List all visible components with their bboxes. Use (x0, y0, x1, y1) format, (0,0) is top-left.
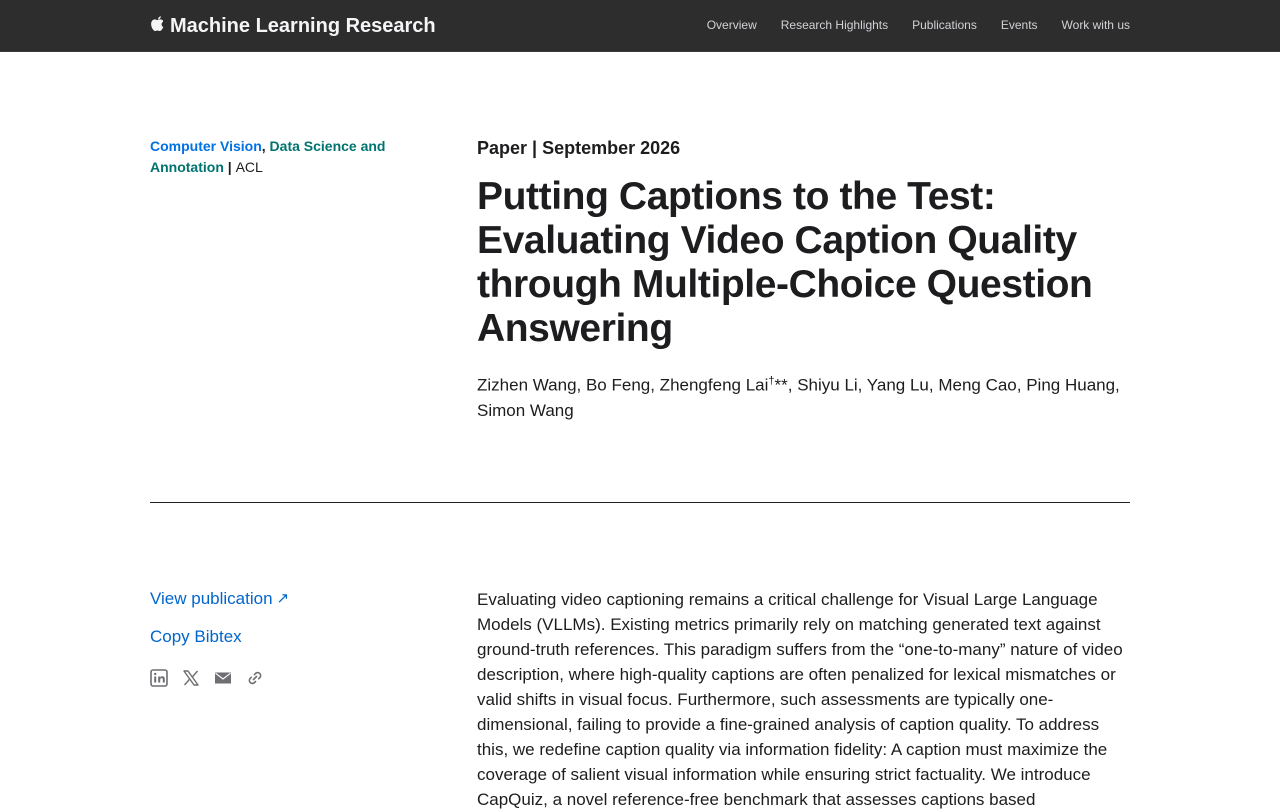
main-nav (707, 17, 1130, 34)
section-divider (150, 502, 1130, 503)
nav-publications[interactable]: Publications (912, 18, 977, 32)
publication-actions (150, 587, 440, 687)
authors-main: Zizhen Wang, Bo Feng, Zhengfeng Lai (477, 375, 769, 395)
paper-title: Putting Captions to the Test: Evaluating Video Caption Quality through Multiple-Choice Question Answering (477, 175, 1093, 350)
external-arrow-icon: ↗ (276, 590, 290, 607)
tag-separator: | (223, 159, 236, 175)
authors-rest: **, Shiyu Li, Yang Lu, Meng Cao, Ping Huang, Simon Wang (477, 375, 1120, 420)
abstract-text: Evaluating video captioning remains a critical challenge for Visual Large Language Models (VLLMs). Existing metrics primarily rely on matching generated text against ground-truth references. This paradigm suffers from the “one-to-many” nature of video description, where high-quality captions are often penalized for lexical mismatches or valid shifts in visual focus. Furthermore, such assessments are typically one-dimensional, failing to provide a fine-grained analysis of caption quality. To address this, we redefine caption quality via information fidelity: A caption must maximize the coverage of salient visual information while ensuring strict factuality. We introduce CapQuiz, a novel reference-free benchmark that assesses captions based (477, 590, 1123, 809)
topic-tags (150, 136, 440, 178)
authors-dagger-mark: † (768, 375, 775, 387)
top-navigation-bar (0, 0, 1280, 52)
brand-link[interactable] (150, 12, 436, 40)
nav-research-highlights[interactable]: Research Highlights (780, 18, 889, 32)
link-icon[interactable] (246, 669, 264, 687)
paper-meta: Paper | September 2026 (477, 138, 681, 158)
tag-computer-vision[interactable]: Computer Vision (150, 138, 262, 154)
view-publication-label: View publication (150, 589, 273, 608)
nav-events[interactable]: Events (1000, 18, 1038, 32)
venue-label: ACL (235, 159, 263, 175)
x-icon[interactable] (182, 669, 200, 687)
linkedin-icon[interactable] (150, 669, 168, 687)
tag-comma: , (261, 138, 270, 154)
share-icons (150, 669, 440, 687)
apple-logo-icon (150, 19, 165, 33)
brand-title: Machine Learning Research (170, 14, 436, 37)
email-icon[interactable] (214, 669, 232, 687)
nav-overview[interactable]: Overview (706, 18, 757, 32)
copy-bibtex-link[interactable]: Copy Bibtex (150, 627, 242, 646)
nav-work-with-us[interactable]: Work with us (1061, 18, 1130, 32)
tag-data-science[interactable]: Data Science and Annotation (150, 138, 386, 175)
view-publication-link[interactable] (150, 587, 440, 611)
paper-authors (477, 369, 1137, 423)
